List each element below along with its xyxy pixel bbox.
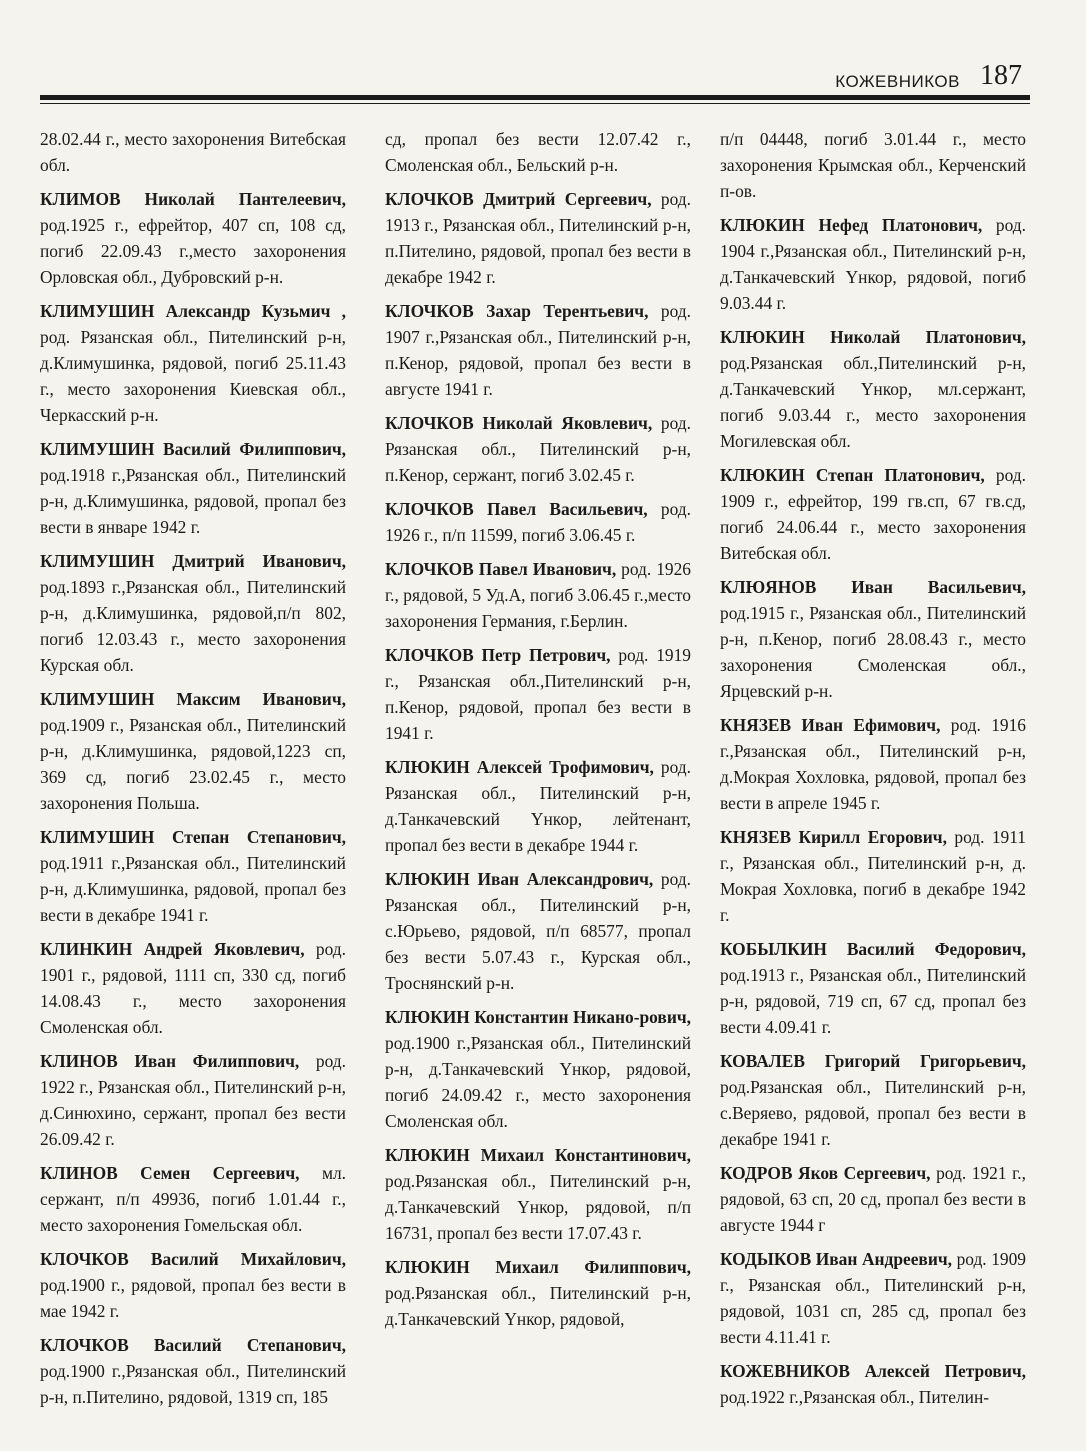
record-name: КЛЮКИН Иван Александрович, <box>385 869 654 889</box>
record-details: род.1893 г.,Рязанская обл., Пителинский р-н, д.Климушинка, рядовой,п/п 802, погиб 12.03.43 г., место захоронения Курская обл. <box>40 577 346 675</box>
record-name: КОБЫЛКИН Василий Федорович, <box>720 939 1026 959</box>
record-name: КЛИМУШИН Дмитрий Иванович, <box>40 551 346 571</box>
record-name: КОВАЛЕВ Григорий Григорьевич, <box>720 1051 1026 1071</box>
record-details: род.1900 г.,Рязанская обл., Пителинский р-н, п.Пителино, рядовой, 1319 сп, 185 <box>40 1361 346 1407</box>
running-title: КОЖЕВНИКОВ <box>835 72 960 91</box>
record-details: род.1900 г.,Рязанская обл., Пителинский р-н, д.Танкачевский Yнкор, рядовой, погиб 24.09.42 г., место захоронения Смоленская обл. <box>385 1033 691 1131</box>
record-name: КЛИНОВ Иван Филиппович, <box>40 1051 300 1071</box>
record-details: род.1900 г., рядовой, пропал без вести в мае 1942 г. <box>40 1275 346 1321</box>
text-column-1 <box>40 126 346 1418</box>
record-details: род. Рязанская обл., Пителинский р-н, д.Климушинка, рядовой, погиб 25.11.43 г., место захоронения Киевская обл., Черкасский р-н. <box>40 327 346 425</box>
record-entry <box>385 298 691 402</box>
record-name: КЛОЧКОВ Павел Васильевич, <box>385 499 648 519</box>
record-details: род.Рязанская обл., Пителинский р-н, с.Веряево, рядовой, пропал без вести в декабре 1941 г. <box>720 1077 1026 1149</box>
record-name: КЛОЧКОВ Николай Яковлевич, <box>385 413 653 433</box>
page-header <box>40 60 1030 94</box>
record-name: КЛЮКИН Николай Платонович, <box>720 327 1026 347</box>
record-details: род. 1909 г., Рязанская обл., Пителинский р-н, рядовой, 1031 сп, 285 сд, пропал без вести 4.11.41 г. <box>720 1249 1026 1347</box>
record-entry <box>385 410 691 488</box>
record-name: КЛИМУШИН Максим Иванович, <box>40 689 346 709</box>
record-name: КЛИМУШИН Василий Филиппович, <box>40 439 346 459</box>
record-details: род.1913 г., Рязанская обл., Пителинский р-н, рядовой, 719 сп, 67 сд, пропал без вести 4.09.41 г. <box>720 965 1026 1037</box>
record-entry <box>40 436 346 540</box>
record-name: КОДРОВ Яков Сергеевич, <box>720 1163 931 1183</box>
record-entry <box>40 548 346 678</box>
record-entry <box>385 866 691 996</box>
record-entry <box>720 126 1026 204</box>
record-name: КЛИМУШИН Александр Кузьмич , <box>40 301 346 321</box>
record-entry <box>40 126 346 178</box>
record-name: КОДЫКОВ Иван Андреевич, <box>720 1249 952 1269</box>
text-column-2 <box>385 126 691 1340</box>
page-number: 187 <box>980 60 1022 91</box>
record-entry <box>385 126 691 178</box>
record-name: КЛЮКИН Михаил Константинович, <box>385 1145 691 1165</box>
record-entry <box>385 556 691 634</box>
record-name: КЛЮЯНОВ Иван Васильевич, <box>720 577 1026 597</box>
record-details: род. 1921 г., рядовой, 63 сп, 20 сд, пропал без вести в августе 1944 г <box>720 1163 1026 1235</box>
record-details: род. 1904 г.,Рязанская обл., Пителинский р-н, д.Танкачевский Yнкор, рядовой, погиб 9.03.44 г. <box>720 215 1026 313</box>
record-details: род. 1901 г., рядовой, 1111 сп, 330 сд, погиб 14.08.43 г., место захоронения Смоленская обл. <box>40 939 347 1037</box>
record-details: род.1915 г., Рязанская обл., Пителинский р-н, п.Кенор, погиб 28.08.43 г., место захоронения Смоленская обл., Ярцевский р-н. <box>720 603 1026 701</box>
record-entry <box>40 1332 346 1410</box>
record-entry <box>40 298 346 428</box>
record-name: КЛИМОВ Николай Пантелеевич, <box>40 189 346 209</box>
record-details: сд, пропал без вести 12.07.42 г., Смоленская обл., Бельский р-н. <box>385 129 691 175</box>
record-entry <box>385 496 691 548</box>
record-details: род.Рязанская обл., Пителинский р-н, д.Танкачевский Yнкор, рядовой, п/п 16731, пропал без вести 17.07.43 г. <box>385 1171 691 1243</box>
record-name: КЛЮКИН Степан Платонович, <box>720 465 985 485</box>
record-details: мл. сержант, п/п 49936, погиб 1.01.44 г., место захоронения Гомельская обл. <box>40 1163 346 1235</box>
record-entry <box>40 1048 346 1152</box>
record-entry <box>385 1142 691 1246</box>
record-details: род. 1919 г., Рязанская обл.,Пителинский р-н, п.Кенор, рядовой, пропал без вести в 1941 г. <box>385 645 691 743</box>
record-name: КЛОЧКОВ Василий Степанович, <box>40 1335 346 1355</box>
record-name: КНЯЗЕВ Иван Ефимович, <box>720 715 941 735</box>
record-entry <box>720 824 1026 928</box>
record-entry <box>40 936 346 1040</box>
record-name: КЛИНОВ Семен Сергеевич, <box>40 1163 300 1183</box>
record-name: КЛЮКИН Нефед Платонович, <box>720 215 983 235</box>
record-name: КОЖЕВНИКОВ Алексей Петрович, <box>720 1361 1026 1381</box>
record-entry <box>40 824 346 928</box>
record-name: КЛИНКИН Андрей Яковлевич, <box>40 939 305 959</box>
record-entry <box>40 186 346 290</box>
record-details: род. 1911 г., Рязанская обл., Пителинский р-н, д. Мокрая Хохловка, погиб в декабре 1942 г. <box>720 827 1026 925</box>
record-entry <box>720 712 1026 816</box>
record-name: КЛЮКИН Константин Никано-рович, <box>385 1007 691 1027</box>
record-details: род. Рязанская обл., Пителинский р-н, д.Танкачевский Yнкор, лейтенант, пропал без вести в декабре 1944 г. <box>385 757 691 855</box>
record-details: род. 1907 г.,Рязанская обл., Пителинский р-н, п.Кенор, рядовой, пропал без вести в августе 1941 г. <box>385 301 691 399</box>
record-entry <box>40 1246 346 1324</box>
record-details: род.Рязанская обл.,Пителинский р-н, д.Танкачевский Yнкор, мл.сержант, погиб 9.03.44 г., место захоронения Могилевская обл. <box>720 353 1026 451</box>
record-details: род.1925 г., ефрейтор, 407 сп, 108 сд, погиб 22.09.43 г.,место захоронения Орловская обл., Дубровский р-н. <box>40 215 346 287</box>
record-entry <box>720 574 1026 704</box>
record-entry <box>385 186 691 290</box>
record-entry <box>40 1160 346 1238</box>
record-entry <box>385 1004 691 1134</box>
record-name: КЛЮКИН Михаил Филиппович, <box>385 1257 691 1277</box>
record-details: род. 1926 г., рядовой, 5 Уд.А, погиб 3.06.45 г.,место захоронения Германия, г.Берлин. <box>385 559 691 631</box>
record-details: 28.02.44 г., место захоронения Витебская обл. <box>40 129 346 175</box>
record-entry <box>720 936 1026 1040</box>
header-rule-thin <box>40 103 1030 104</box>
record-name: КЛОЧКОВ Петр Петрович, <box>385 645 611 665</box>
record-entry <box>720 212 1026 316</box>
record-name: КЛОЧКОВ Дмитрий Сергеевич, <box>385 189 652 209</box>
record-entry <box>720 462 1026 566</box>
record-details: род.1918 г.,Рязанская обл., Пителинский р-н, д.Климушинка, рядовой, пропал без вести в январе 1942 г. <box>40 465 346 537</box>
record-name: КЛОЧКОВ Василий Михайлович, <box>40 1249 346 1269</box>
record-details: род. 1922 г., Рязанская обл., Пителинский р-н, д.Синюхино, сержант, пропал без вести 26.09.42 г. <box>40 1051 346 1149</box>
record-name: КНЯЗЕВ Кирилл Егорович, <box>720 827 947 847</box>
record-details: п/п 04448, погиб 3.01.44 г., место захоронения Крымская обл., Керченский п-ов. <box>720 129 1026 201</box>
record-entry <box>720 324 1026 454</box>
header-rule-thick <box>40 95 1030 100</box>
record-entry <box>385 754 691 858</box>
record-name: КЛИМУШИН Степан Степанович, <box>40 827 346 847</box>
record-entry <box>385 1254 691 1332</box>
record-details: род.1911 г.,Рязанская обл., Пителинский р-н, д.Климушинка, рядовой, пропал без вести в декабре 1941 г. <box>40 853 346 925</box>
record-name: КЛОЧКОВ Павел Иванович, <box>385 559 617 579</box>
text-column-3 <box>720 126 1026 1418</box>
record-entry <box>40 686 346 816</box>
record-details: род. Рязанская обл., Пителинский р-н, с.Юрьево, рядовой, п/п 68577, пропал без вести 5.07.43 г., Курская обл., Троснянский р-н. <box>385 869 691 993</box>
record-name: КЛОЧКОВ Захар Терентьевич, <box>385 301 649 321</box>
record-details: род. 1926 г., п/п 11599, погиб 3.06.45 г. <box>385 499 691 545</box>
record-details: род.1909 г., Рязанская обл., Пителинский р-н, д.Климушинка, рядовой,1223 сп, 369 сд, погиб 23.02.45 г., место захоронения Польша. <box>40 715 346 813</box>
record-entry <box>720 1048 1026 1152</box>
record-entry <box>385 642 691 746</box>
record-name: КЛЮКИН Алексей Трофимович, <box>385 757 654 777</box>
record-details: род. 1916 г.,Рязанская обл., Пителинский р-н, д.Мокрая Хохловка, рядовой, пропал без вести в апреле 1945 г. <box>720 715 1026 813</box>
record-details: род. 1909 г., ефрейтор, 199 гв.сп, 67 гв.сд, погиб 24.06.44 г., место захоронения Витебская обл. <box>720 465 1026 563</box>
record-entry <box>720 1160 1026 1238</box>
record-entry <box>720 1246 1026 1350</box>
record-details: род. 1913 г., Рязанская обл., Пителинский р-н, п.Пителино, рядовой, пропал без вести в декабре 1942 г. <box>385 189 691 287</box>
record-details: род.Рязанская обл., Пителинский р-н, д.Танкачевский Yнкор, рядовой, <box>385 1283 691 1329</box>
record-entry <box>720 1358 1026 1410</box>
record-details: род. Рязанская обл., Пителинский р-н, п.Кенор, сержант, погиб 3.02.45 г. <box>385 413 692 485</box>
record-details: род.1922 г.,Рязанская обл., Пителин- <box>720 1387 990 1407</box>
